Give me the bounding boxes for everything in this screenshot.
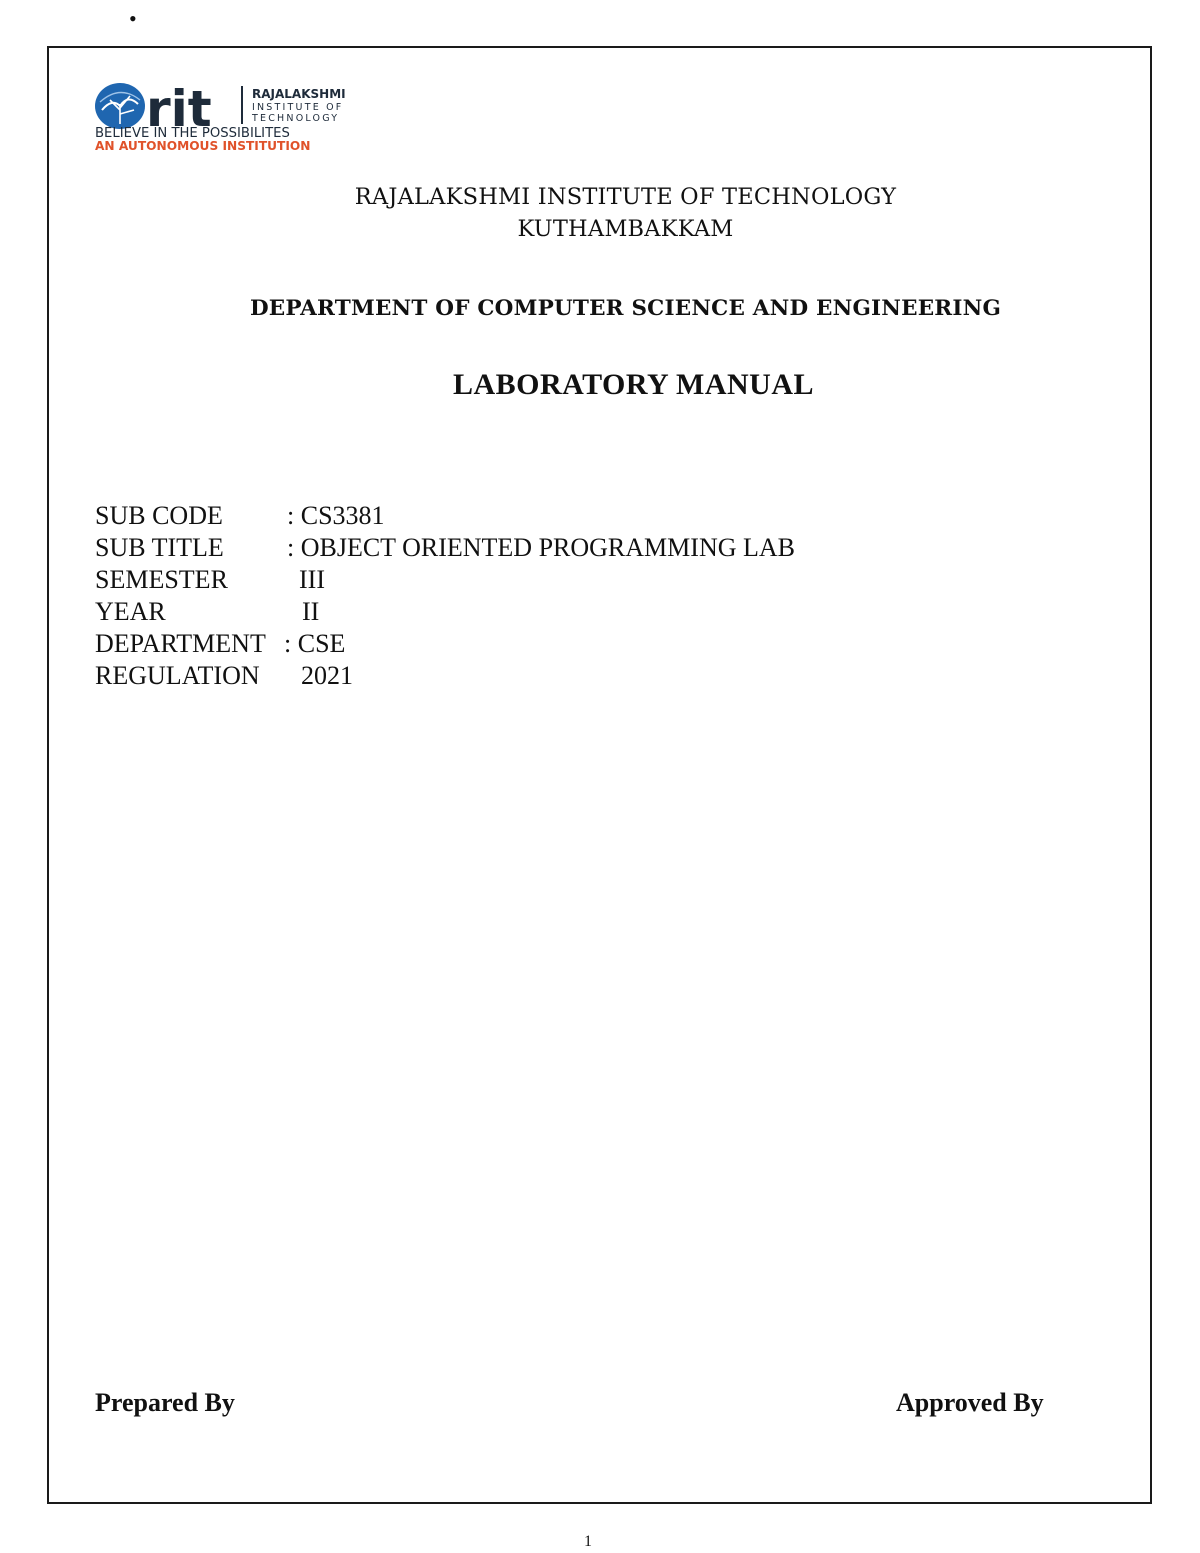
institution-logo: [94, 80, 379, 154]
institution-name: RAJALAKSHMI INSTITUTE OF TECHNOLOGY: [354, 184, 897, 210]
detail-value: III: [299, 565, 325, 594]
logo-name-line1: RAJALAKSHMI: [252, 87, 346, 101]
detail-value: 2021: [301, 661, 353, 690]
detail-value: : CSE: [284, 629, 346, 658]
institution-location: KUTHAMBAKKAM: [517, 216, 734, 242]
detail-label: SEMESTER: [95, 565, 228, 594]
tree-globe-icon: [95, 83, 145, 129]
logo-name-line3: TECHNOLOGY: [252, 113, 340, 124]
detail-value: : OBJECT ORIENTED PROGRAMMING LAB: [287, 533, 795, 562]
page-number: 1: [584, 1533, 592, 1550]
bullet-mark: •: [129, 6, 137, 31]
logo-status: AN AUTONOMOUS INSTITUTION: [95, 139, 311, 153]
logo-wordmark: rit: [146, 80, 212, 138]
prepared-by-label: Prepared By: [95, 1388, 235, 1417]
detail-value: II: [302, 597, 320, 626]
detail-label: YEAR: [95, 597, 166, 626]
detail-label: SUB CODE: [95, 501, 223, 530]
detail-label: DEPARTMENT: [95, 629, 266, 658]
document-title: LABORATORY MANUAL: [452, 368, 815, 401]
department-heading: DEPARTMENT OF COMPUTER SCIENCE AND ENGINEERING: [249, 296, 1002, 321]
detail-label: REGULATION: [95, 661, 260, 690]
detail-label: SUB TITLE: [95, 533, 224, 562]
approved-by-label: Approved By: [896, 1388, 1044, 1417]
logo-name-line2: INSTITUTE OF: [252, 102, 344, 113]
page-border: [47, 46, 1152, 1504]
detail-value: : CS3381: [287, 501, 385, 530]
logo-tagline: BELIEVE IN THE POSSIBILITES: [95, 126, 290, 141]
